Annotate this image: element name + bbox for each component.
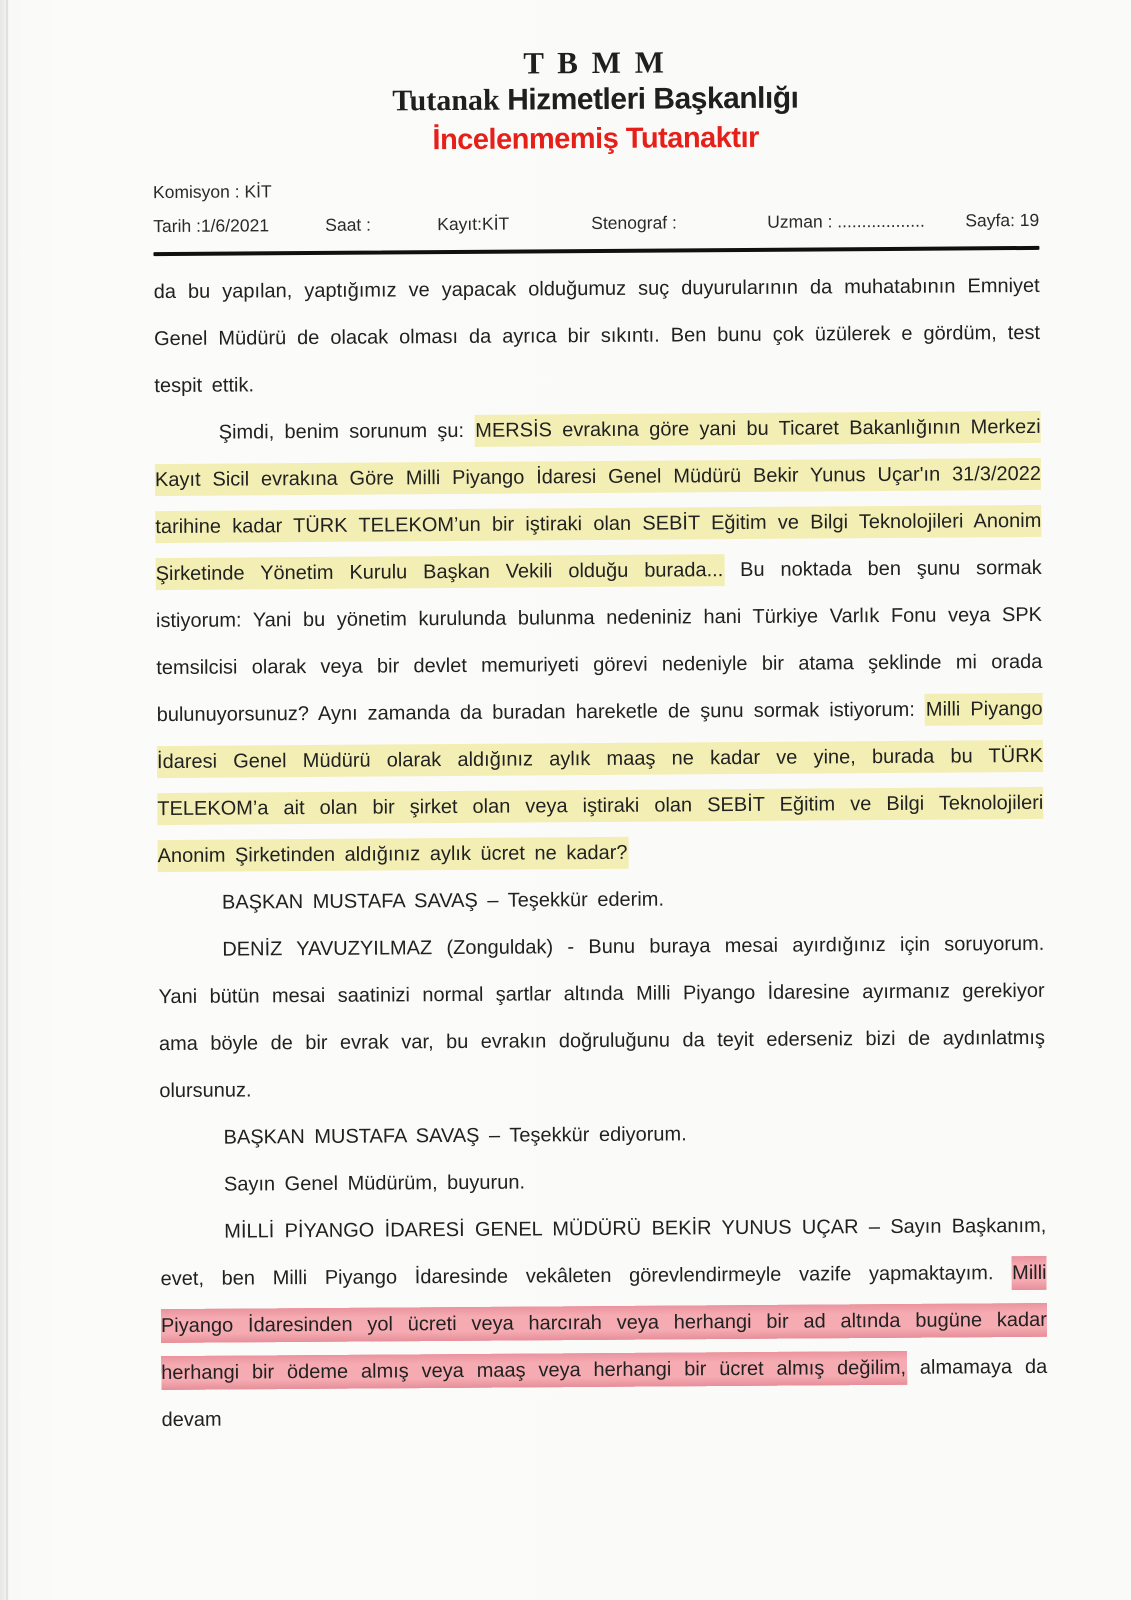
department-title-sans: Hizmetleri Başkanlığı [507,81,799,117]
text-run: DENİZ YAVUZYILMAZ (Zonguldak) - Bunu buraya mesai ayırdığınız için soruyorum. Yani bütün mesai saatinizi normal şartlar altında Milli Piyango İdaresine ayırmanız gerekiyor ama böyle de bir evrak var, bu evrakın doğruluğunu da teyit ederseniz bizi de aydınlatmış olursunuz. [158,932,1046,1103]
text-run: BAŞKAN MUSTAFA SAVAŞ – Teşekkür ederim. [221,888,665,914]
org-title: T B M M [523,44,668,81]
meta-tarih: Tarih :1/6/2021 [153,215,270,237]
transcript-body [154,263,1048,1444]
text-run: Bu noktada ben şunu sormak istiyorum: Yani bu yönetim kurulunda bulunma nedeniniz hani Türkiye Varlık Fonu veya SPK temsilcisi olarak veya bir devlet memuriyeti görevi nedeniyle bir atama şeklinde mi orada bulunuyorsunuz? Aynı zamanda da buradan hareketle de şunu sormak istiyorum: [155,556,1043,727]
text-run: BAŞKAN MUSTAFA SAVAŞ – Teşekkür ediyorum. [223,1123,687,1149]
meta-saat: Saat : [325,214,372,235]
highlight-pink: Milli Piyango İdaresinden yol ücreti veya harcırah veya herhangi bir ad altında bugüne kadar herhangi bir ödeme almış veya maaş veya herhangi bir ücret almış değilim, [161,1256,1047,1390]
page-content [152,43,1048,1444]
document-header [152,43,1039,161]
text-run: da bu yapılan, yaptığımız ve yapacak olduğumuz suç duyurularının da muhatabının Emniyet Genel Müdürü de olacak olması da ayrıca bir sıkıntı. Ben bunu çok üzülerek e gördüm, test tespit ettik. [153,274,1041,398]
transcript-paragraph [159,1109,1045,1162]
highlight-yellow: MERSİS evrakına göre yani bu Ticaret Bakanlığının Merkezi Kayıt Sicil evrakına Göre Milli Piyango İdaresi Genel Müdürü Bekir Yunus Uçar'ın 31/3/2022 tarihine kadar TÜRK TELEKOM’un bir iştiraki olan SEBİT Eğitim ve Bilgi Teknolojileri Anonim Şirketinde Yönetim Kurulu Başkan Vekili olduğu burada... [155,411,1042,590]
transcript-paragraph [158,921,1045,1115]
meta-komisyon: Komisyon : KİT [152,181,272,203]
transcript-paragraph [160,1203,1048,1444]
meta-uzman: Uzman : .................. [767,210,925,232]
text-run: MİLLİ PİYANGO İDARESİ GENEL MÜDÜRÜ BEKİR YUNUS UÇAR – Sayın Başkanım, evet, ben Milli Piyango İdaresinde vekâleten görevlendirmeyle vazife yapmaktayım. [160,1214,1047,1291]
transcript-meta [153,169,1040,256]
meta-page-number: Sayfa: 19 [965,209,1040,231]
scan-edge-artifact [6,0,8,1600]
text-run: almamaya da devam [161,1355,1048,1432]
transcript-paragraph [160,1156,1046,1209]
unreviewed-transcript-label: İncelenmemiş Tutanaktır [432,121,759,157]
text-run: Sayın Genel Müdürüm, buyurun. [223,1171,526,1196]
transcript-paragraph [155,404,1044,880]
meta-kayit: Kayıt:KİT [437,213,510,235]
text-run: Şimdi, benim sorunum şu: [218,419,475,444]
meta-stenograf: Stenograf : [591,212,677,234]
department-title-serif: Tutanak [392,83,508,118]
header-divider-rule [153,246,1039,256]
meta-row-details [153,203,1039,243]
department-title [152,77,1038,123]
highlight-yellow: Milli Piyango İdaresi Genel Müdürü olarak aldığınız aylık maaş ne kadar ve yine, burada bu TÜRK TELEKOM’a ait olan bir şirket olan veya iştiraki olan SEBİT Eğitim ve Bilgi Teknolojileri Anonim Şirketinden aldığınız aylık ücret ne kadar? [157,693,1044,872]
transcript-paragraph [158,874,1044,927]
transcript-paragraph [154,263,1041,410]
